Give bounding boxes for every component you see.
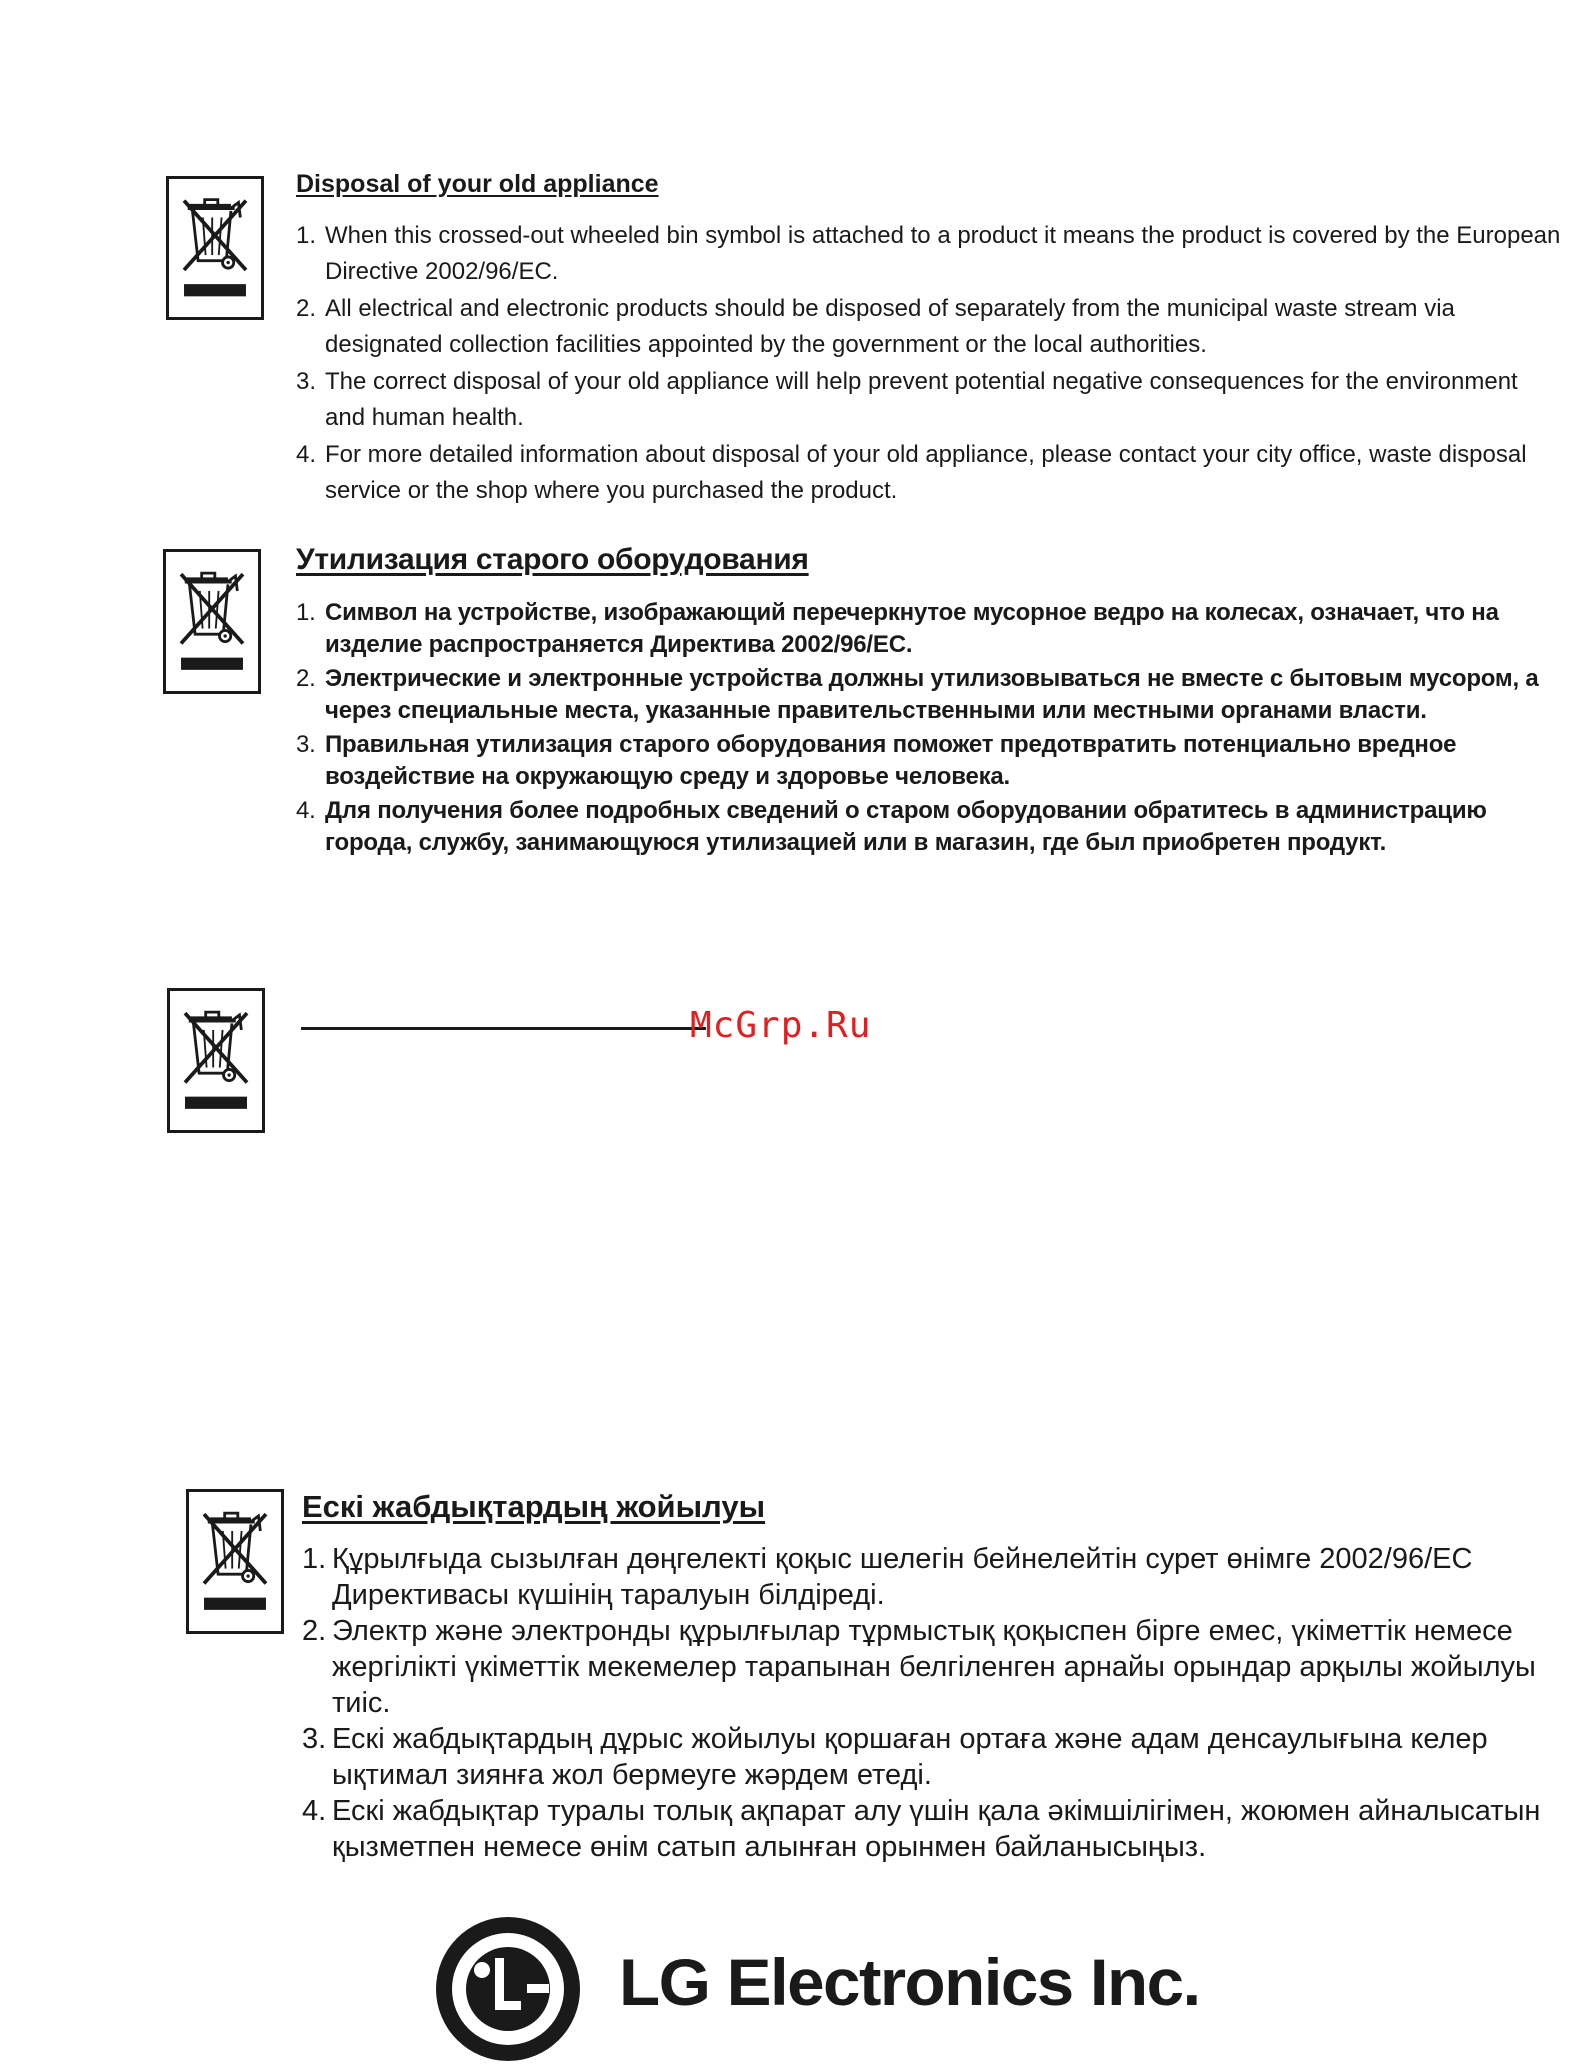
list-item: 3. Правильная утилизация старого оборудования поможет предотвратить потенциально вредное воздействие на окружающую среду и здоровье человека.	[296, 731, 1457, 790]
list-item: 4. Для получения более подробных сведений о старом оборудовании обратитесь в администрацию города, службу, занимающуюся утилизацией или в магазин, где был приобретен продукт.	[296, 797, 1487, 856]
section-heading: Disposal of your old appliance	[296, 170, 659, 198]
section-russian-content	[296, 543, 1561, 861]
section-heading: Ескі жабдықтардың жойылуы	[302, 1489, 766, 1524]
disposal-list	[296, 597, 1561, 859]
list-item: 2. All electrical and electronic products should be disposed of separately from the municipal waste stream via designated collection facilities appointed by the government or the local authorities.	[296, 295, 1455, 358]
crossed-out-wheeled-bin-icon	[167, 988, 265, 1133]
company-name: LG Electronics Inc.	[619, 1945, 1200, 2019]
list-item: 3. The correct disposal of your old appliance will help prevent potential negative consequences for the environment and human health.	[296, 368, 1518, 431]
footer	[435, 1916, 1235, 2066]
lg-logo-icon	[435, 1916, 581, 2062]
disposal-list	[302, 1541, 1567, 1865]
disposal-list	[296, 218, 1561, 509]
section-english-content	[296, 170, 1561, 510]
list-item: 1. Символ на устройстве, изображающий перечеркнутое мусорное ведро на колесах, означает, что на изделие распространяется Директива 2002/96/EC.	[296, 599, 1499, 658]
watermark: McGrp.Ru	[690, 1005, 872, 1046]
list-item: 1. When this crossed-out wheeled bin symbol is attached to a product it means the product is covered by the European Directive 2002/96/EC.	[296, 222, 1561, 285]
divider	[301, 1027, 706, 1030]
crossed-out-wheeled-bin-icon	[186, 1489, 284, 1634]
crossed-out-wheeled-bin-icon	[163, 549, 261, 694]
list-item: 3. Ескі жабдықтардың дұрыс жойылуы қоршаған ортаға және адам денсаулығына келер ықтимал зиянға жол бермеуге жәрдем етеді.	[302, 1723, 1488, 1791]
list-item: 4. For more detailed information about disposal of your old appliance, please contact your city office, waste disposal service or the shop where you purchased the product.	[296, 441, 1527, 504]
list-item: 2. Электр және электронды құрылғылар тұрмыстық қоқыспен бірге емес, үкіметтік немесе жергілікті үкіметтік мекемелер тарапынан белгіленген арнайы орындар арқылы жойылуы тиіс.	[302, 1615, 1536, 1719]
section-kazakh-content	[302, 1489, 1567, 1865]
list-item: 2. Электрические и электронные устройства должны утилизовываться не вместе с бытовым мусором, а через специальные места, указанные правительственными или местными органами власти.	[296, 665, 1539, 724]
list-item: 4. Ескі жабдықтар туралы толық ақпарат алу үшін қала әкімшілігімен, жоюмен айналысатын қызметпен немесе өнім сатып алынған орынмен байланысыңыз.	[302, 1795, 1541, 1863]
crossed-out-wheeled-bin-icon	[166, 176, 264, 320]
list-item: 1. Құрылғыда сызылған дөңгелекті қоқыс шелегін бейнелейтін сурет өнімге 2002/96/EC Директивасы күшінің таралуын білдіреді.	[302, 1543, 1473, 1611]
section-heading: Утилизация старого оборудования	[296, 543, 809, 576]
